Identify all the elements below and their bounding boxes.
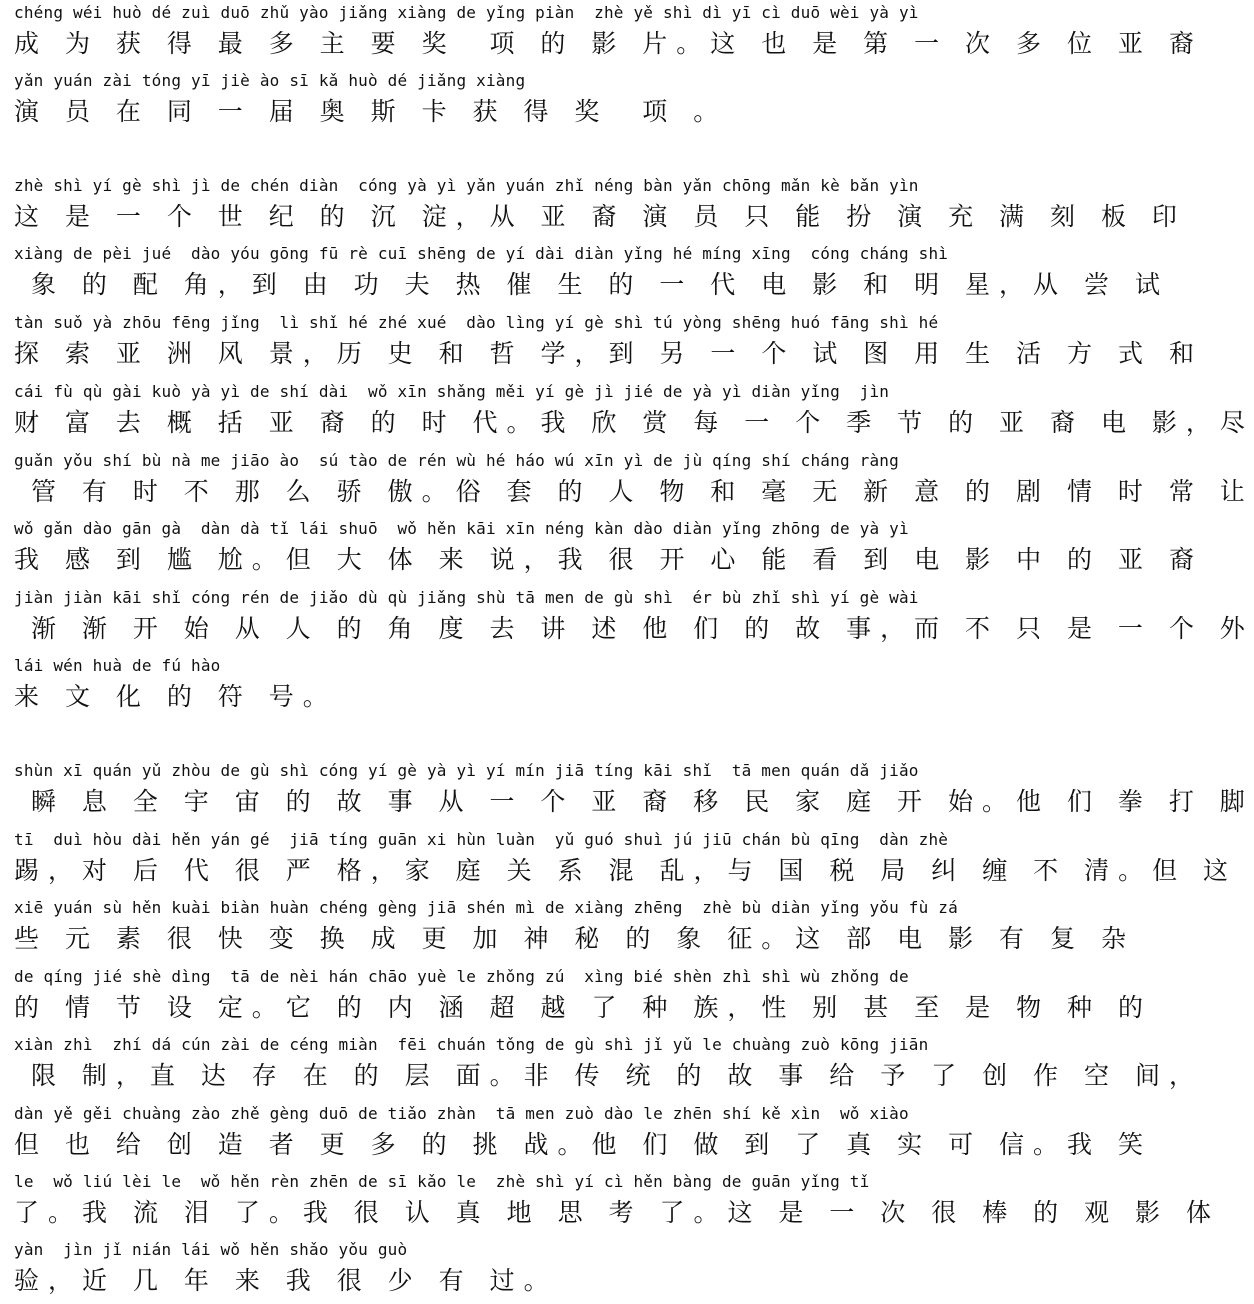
pinyin-line: xiàng de pèi jué dào yóu gōng fū rè cuī shēng de yí dài diàn yǐng hé míng xīng cóng cháng shì [14,244,949,263]
hanzi-line: 来 文 化 的 符 号。 [14,682,337,711]
pinyin-line: cái fù qù gài kuò yà yì de shí dài wǒ xīn shǎng měi yí gè jì jié de yà yì diàn yǐng jìn [14,382,890,401]
hanzi-line: 限 制，直 达 存 在 的 层 面。非 传 统 的 故 事 给 予 了 创 作 空 间， [14,1061,1203,1090]
hanzi-line: 我 感 到 尴 尬。但 大 体 来 说，我 很 开 心 能 看 到 电 影 中 的 亚 裔 [14,545,1203,574]
pinyin-line: tàn suǒ yà zhōu fēng jǐng lì shǐ hé zhé xué dào lìng yí gè shì tú yòng shēng huó fāng shì hé [14,313,939,332]
hanzi-line: 踢，对 后 代 很 严 格，家 庭 关 系 混 乱，与 国 税 局 纠 缠 不 清。但 这 [14,856,1238,885]
hanzi-line: 瞬 息 全 宇 宙 的 故 事 从 一 个 亚 裔 移 民 家 庭 开 始。他 们 拳 打 脚 [14,787,1254,816]
hanzi-line: 了。我 流 泪 了。我 很 认 真 地 思 考 了。这 是 一 次 很 棒 的 观 影 体 [14,1198,1220,1227]
hanzi-line: 渐 渐 开 始 从 人 的 角 度 去 讲 述 他 们 的 故 事，而 不 只 是 一 个 外 [14,614,1254,643]
pinyin-line: lái wén huà de fú hào [14,656,221,675]
pinyin-line: tī duì hòu dài hěn yán gé jiā tíng guān xi hùn luàn yǔ guó shuì jú jiū chán bù qīng dàn zhè [14,830,949,849]
hanzi-line: 的 情 节 设 定。它 的 内 涵 超 越 了 种 族，性 别 甚 至 是 物 种 的 [14,993,1152,1022]
pinyin-line: jiàn jiàn kāi shǐ cóng rén de jiǎo dù qù jiǎng shù tā men de gù shì ér bù zhǐ shì yí gè wài [14,588,919,607]
hanzi-line: 演 员 在 同 一 届 奥 斯 卡 获 得 奖 项 。 [14,97,728,126]
pinyin-line: shùn xī quán yǔ zhòu de gù shì cóng yí gè yà yì yí mín jiā tíng kāi shǐ tā men quán dǎ jiǎo [14,761,919,780]
hanzi-line: 但 也 给 创 造 者 更 多 的 挑 战。他 们 做 到 了 真 实 可 信。我 笑 [14,1130,1152,1159]
pinyin-line: chéng wéi huò dé zuì duō zhǔ yào jiǎng xiàng de yǐng piàn zhè yě shì dì yī cì duō wèi yà yì [14,3,919,22]
hanzi-line: 验，近 几 年 来 我 很 少 有 过。 [14,1266,558,1295]
pinyin-line: dàn yě gěi chuàng zào zhě gèng duō de tiǎo zhàn tā men zuò dào le zhēn shí kě xìn wǒ xiào [14,1104,909,1123]
hanzi-line: 探 索 亚 洲 风 景，历 史 和 哲 学，到 另 一 个 试 图 用 生 活 方 式 和 [14,339,1203,368]
pinyin-line: xiàn zhì zhí dá cún zài de céng miàn fēi chuán tǒng de gù shì jǐ yǔ le chuàng zuò kōng jiān [14,1035,929,1054]
hanzi-line: 成 为 获 得 最 多 主 要 奖 项 的 影 片。这 也 是 第 一 次 多 位 亚 裔 [14,29,1203,58]
hanzi-line: 这 是 一 个 世 纪 的 沉 淀，从 亚 裔 演 员 只 能 扮 演 充 满 刻 板 印 [14,202,1186,231]
pinyin-line: yàn jìn jǐ nián lái wǒ hěn shǎo yǒu guò [14,1240,408,1259]
hanzi-line: 些 元 素 很 快 变 换 成 更 加 神 秘 的 象 征。这 部 电 影 有 复 杂 [14,924,1135,953]
pinyin-line: yǎn yuán zài tóng yī jiè ào sī kǎ huò dé jiǎng xiàng [14,71,526,90]
pinyin-line: zhè shì yí gè shì jì de chén diàn cóng yà yì yǎn yuán zhǐ néng bàn yǎn chōng mǎn kè bǎn yìn [14,176,919,195]
pinyin-line: wǒ gǎn dào gān gà dàn dà tǐ lái shuō wǒ hěn kāi xīn néng kàn dào diàn yǐng zhōng de yà yì [14,519,909,538]
hanzi-line: 管 有 时 不 那 么 骄 傲。俗 套 的 人 物 和 毫 无 新 意 的 剧 情 时 常 让 [14,477,1254,506]
hanzi-line: 象 的 配 角，到 由 功 夫 热 催 生 的 一 代 电 影 和 明 星，从 尝 试 [14,270,1169,299]
pinyin-line: le wǒ liú lèi le wǒ hěn rèn zhēn de sī kǎo le zhè shì yí cì hěn bàng de guān yǐng tǐ [14,1172,870,1191]
pinyin-line: xiē yuán sù hěn kuài biàn huàn chéng gèng jiā shén mì de xiàng zhēng zhè bù diàn yǐng yǒu fù zá [14,898,958,917]
pinyin-line: de qíng jié shè dìng tā de nèi hán chāo yuè le zhǒng zú xìng bié shèn zhì shì wù zhǒng de [14,967,909,986]
pinyin-line: guǎn yǒu shí bù nà me jiāo ào sú tào de rén wù hé háo wú xīn yì de jù qíng shí cháng ràng [14,451,899,470]
hanzi-line: 财 富 去 概 括 亚 裔 的 时 代。我 欣 赏 每 一 个 季 节 的 亚 裔 电 影，尽 [14,408,1254,437]
